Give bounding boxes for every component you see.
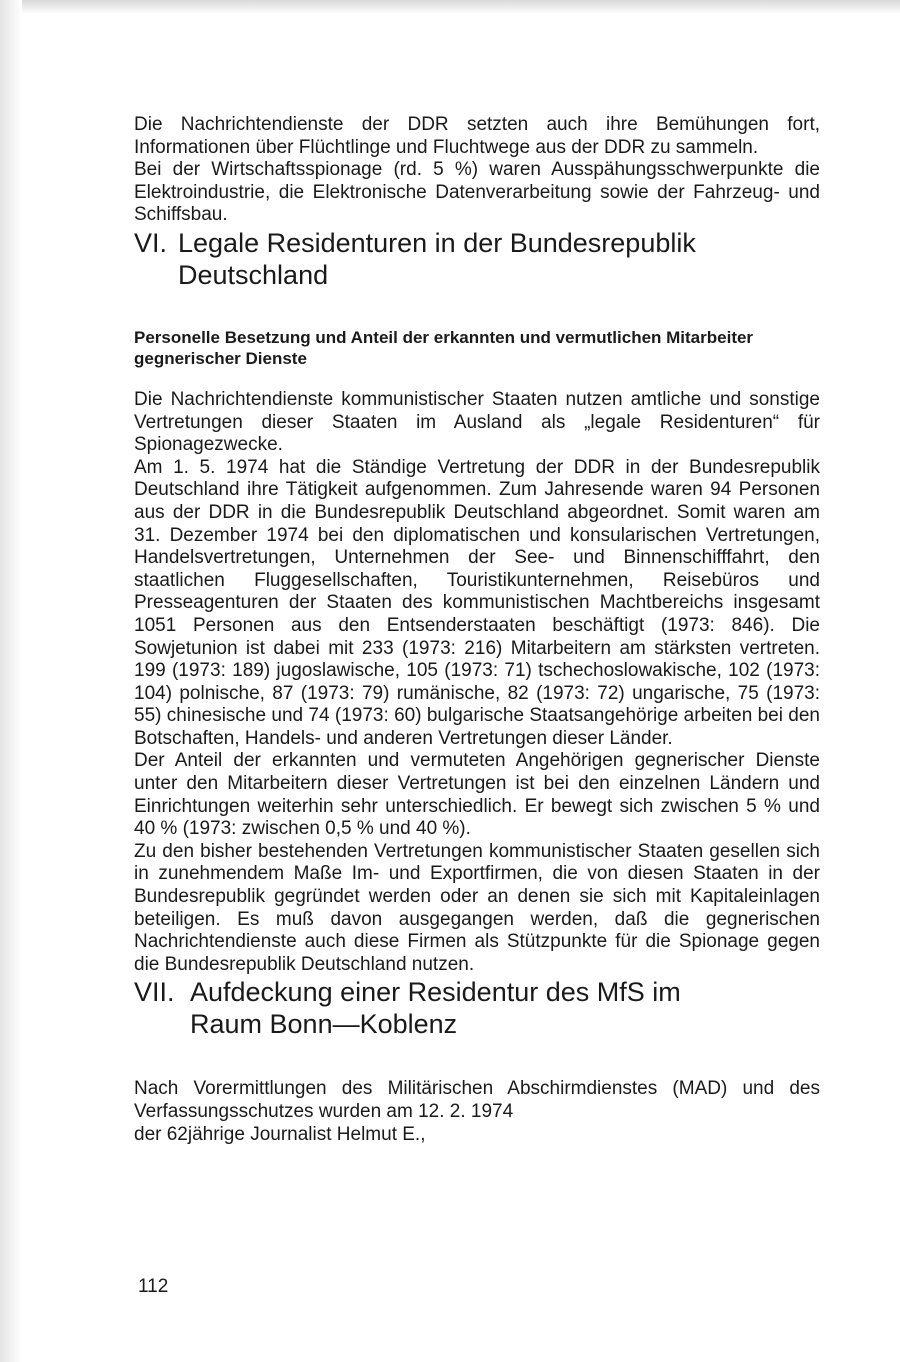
- section-7-paragraph-2: der 62jährige Journalist Helmut E.,: [134, 1123, 426, 1145]
- section-7-number: VII.: [134, 977, 175, 1008]
- section-6-number: VI.: [134, 227, 168, 258]
- page-number: 112: [138, 1276, 169, 1297]
- section-6-paragraph-1: Die Nachrichtendienste kommunistischer Staaten nutzen amtliche und sonstige Vertretungen dieser Staaten im Ausland als „legale Residenturen“ für Spionagezwecke.: [134, 388, 820, 456]
- intro-paragraph-2: Bei der Wirtschaftsspionage (rd. 5 %) waren Ausspähungsschwerpunkte die Elektroindustrie, die Elektronische Datenverarbeitung sowie der Fahrzeug- und Schiffsbau.: [134, 159, 820, 226]
- section-6-title: Legale Residenturen in der Bundesrepublik Deutschland: [178, 227, 696, 290]
- section-7-body: [134, 1078, 820, 1146]
- section-7-paragraph-1: Nach Vorermittlungen des Militärischen Abschirmdienstes (MAD) und des Verfassungsschutzes wurden am 12. 2. 1974: [134, 1078, 820, 1122]
- section-7-title: Aufdeckung einer Residentur des MfS im Raum Bonn—Koblenz: [190, 977, 681, 1040]
- section-6-paragraph-3: Der Anteil der erkannten und vermuteten Angehörigen gegnerischer Dienste unter den Mitarbeitern dieser Vertretungen ist bei den einzelnen Ländern und Einrichtungen weiterhin sehr unterschiedlich. Er bewegt sich zwischen 5 % und 40 % (1973: zwischen 0,5 % und 40 %).: [134, 750, 820, 840]
- section-6-subheading: Personelle Besetzung und Anteil der erkannten und vermutlichen Mitarbeiter gegnerischer Dienste: [134, 327, 754, 368]
- section-7-heading: [134, 976, 820, 1040]
- section-6-paragraph-4: Zu den bisher bestehenden Vertretungen kommunistischer Staaten gesellen sich in zunehmendem Maße Im- und Exportfirmen, die von diesen Staaten in der Bundesrepublik gegründet werden oder an denen sie sich mit Kapitaleinlagen beteiligen. Es muß davon ausgegangen werden, daß die gegnerischen Nachrichtendienste auch diese Firmen als Stützpunkte für die Spionage gegen die Bundesrepublik Deutschland nutzen.: [134, 840, 820, 975]
- intro-paragraph-1: Die Nachrichtendienste der DDR setzten auch ihre Bemühungen fort, Informationen über Flüchtlinge und Fluchtwege aus der DDR zu sammeln.: [134, 114, 820, 158]
- section-6-heading: [134, 227, 820, 291]
- section-6-paragraph-2: Am 1. 5. 1974 hat die Ständige Vertretung der DDR in der Bundesrepublik Deutschland ihre Tätigkeit aufgenommen. Zum Jahresende waren 94 Personen aus der DDR in die Bundesrepublik Deutschland abgeordnet. Somit waren am 31. Dezember 1974 bei den diplomatischen und konsularischen Vertretungen, Handelsvertretungen, Unternehmen der See- und Binnenschifffahrt, den staatlichen Fluggesellschaften, Touristikunternehmen, Reisebüros und Presseagenturen der Staaten des kommunistischen Machtbereichs insgesamt 1051 Personen aus den Entsenderstaaten beschäftigt (1973: 846). Die Sowjetunion ist dabei mit 233 (1973: 216) Mitarbeitern am stärksten vertreten. 199 (1973: 189) jugoslawische, 105 (1973: 71) tschechoslowakische, 102 (1973: 104) polnische, 87 (1973: 79) rumänische, 82 (1973: 72) ungarische, 75 (1973: 55) chinesische und 74 (1973: 60) bulgarische Staatsangehörige arbeiten bei den Botschaften, Handels- und anderen Vertretungen dieser Länder.: [134, 456, 820, 749]
- scan-top-edge: [0, 0, 900, 14]
- section-6-body: [134, 389, 820, 976]
- scan-left-edge: [0, 0, 22, 1362]
- document-page: [134, 114, 820, 1146]
